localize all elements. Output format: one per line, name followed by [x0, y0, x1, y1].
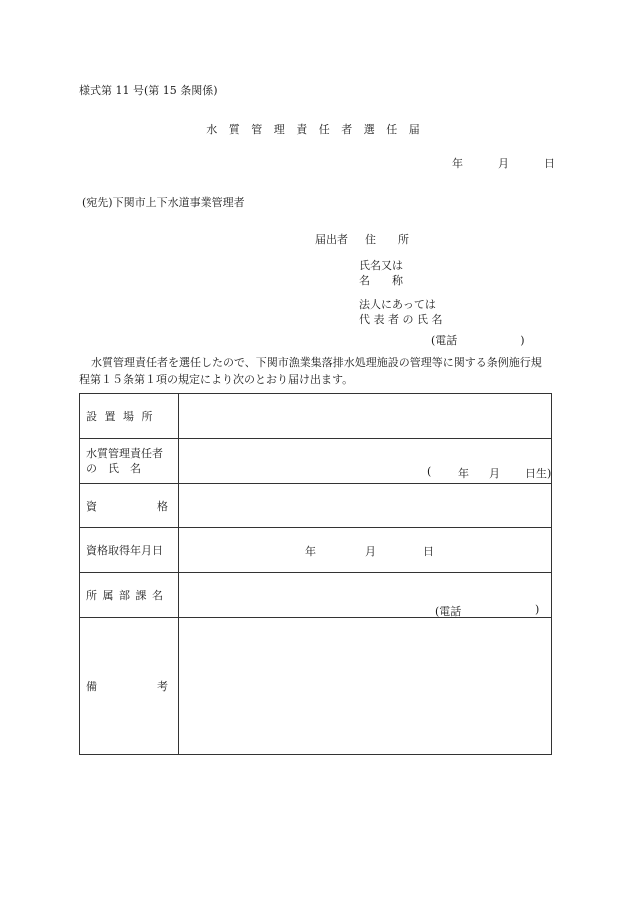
- department-field[interactable]: [179, 573, 552, 618]
- phone-label: (電話: [431, 334, 458, 347]
- birth-year: 年: [458, 467, 469, 480]
- department-label-cell: [80, 573, 179, 618]
- applicant-address-row: [315, 231, 409, 247]
- address-label: 住 所: [365, 233, 409, 246]
- date-year: 年: [452, 157, 463, 170]
- applicant-phone: [431, 332, 525, 348]
- corp-label-line2: 代 表 者 の 氏 名: [359, 313, 443, 326]
- manager-name-field[interactable]: [179, 439, 552, 484]
- qualification-label-cell: [80, 484, 179, 528]
- location-label: 設 置 場 所: [86, 410, 155, 423]
- row-acquired-date: [80, 528, 552, 573]
- form-title: 水 質 管 理 責 任 者 選 任 届: [206, 123, 424, 136]
- birth-open: (: [427, 465, 432, 478]
- manager-label-cell: [80, 439, 179, 484]
- birth-month: 月: [489, 467, 500, 480]
- applicant-label: 届出者: [315, 233, 348, 246]
- date-day: 日: [544, 157, 555, 170]
- row-remarks: [80, 618, 552, 755]
- row-qualification: [80, 484, 552, 528]
- qualification-field[interactable]: [179, 484, 552, 528]
- acquired-day: 日: [423, 545, 434, 558]
- row-location: [80, 394, 552, 439]
- dept-phone-label: (電話: [435, 605, 462, 618]
- body-text: 水質管理責任者を選任したので、下関市漁業集落排水処理施設の管理等に関する条例施行規程第１５条第１項の規定により次のとおり届け出ます。: [79, 356, 542, 386]
- acquired-date-field[interactable]: [179, 528, 552, 573]
- acquired-month: 月: [365, 545, 376, 558]
- name-label-line1: 氏名又は: [359, 259, 403, 272]
- remarks-label: 備 考: [86, 680, 168, 693]
- row-department: [80, 573, 552, 618]
- location-label-cell: [80, 394, 179, 439]
- department-label: 所 属 部 課 名: [86, 589, 164, 602]
- submission-date: [452, 155, 555, 171]
- acquired-year: 年: [305, 545, 316, 558]
- manager-label-line2: の 氏 名: [86, 462, 141, 475]
- manager-label-line1: 水質管理責任者: [86, 447, 163, 460]
- name-label-line2: 名 称: [359, 274, 403, 287]
- remarks-label-cell: [80, 618, 179, 755]
- phone-close: ): [520, 334, 525, 347]
- dept-phone-close: ): [535, 603, 540, 616]
- addressee: (宛先)下関市上下水道事業管理者: [82, 196, 245, 209]
- acquired-date-label-cell: [80, 528, 179, 573]
- birth-day: 日生): [525, 467, 552, 480]
- location-field[interactable]: [179, 394, 552, 439]
- corp-label-line1: 法人にあっては: [359, 298, 436, 311]
- qualification-label: 資 格: [86, 499, 168, 513]
- form-table: [79, 393, 552, 755]
- acquired-date-label: 資格取得年月日: [86, 544, 163, 557]
- row-manager: [80, 439, 552, 484]
- date-month: 月: [498, 157, 509, 170]
- form-number: 様式第 11 号(第 15 条関係): [79, 84, 218, 97]
- remarks-field[interactable]: [179, 618, 552, 755]
